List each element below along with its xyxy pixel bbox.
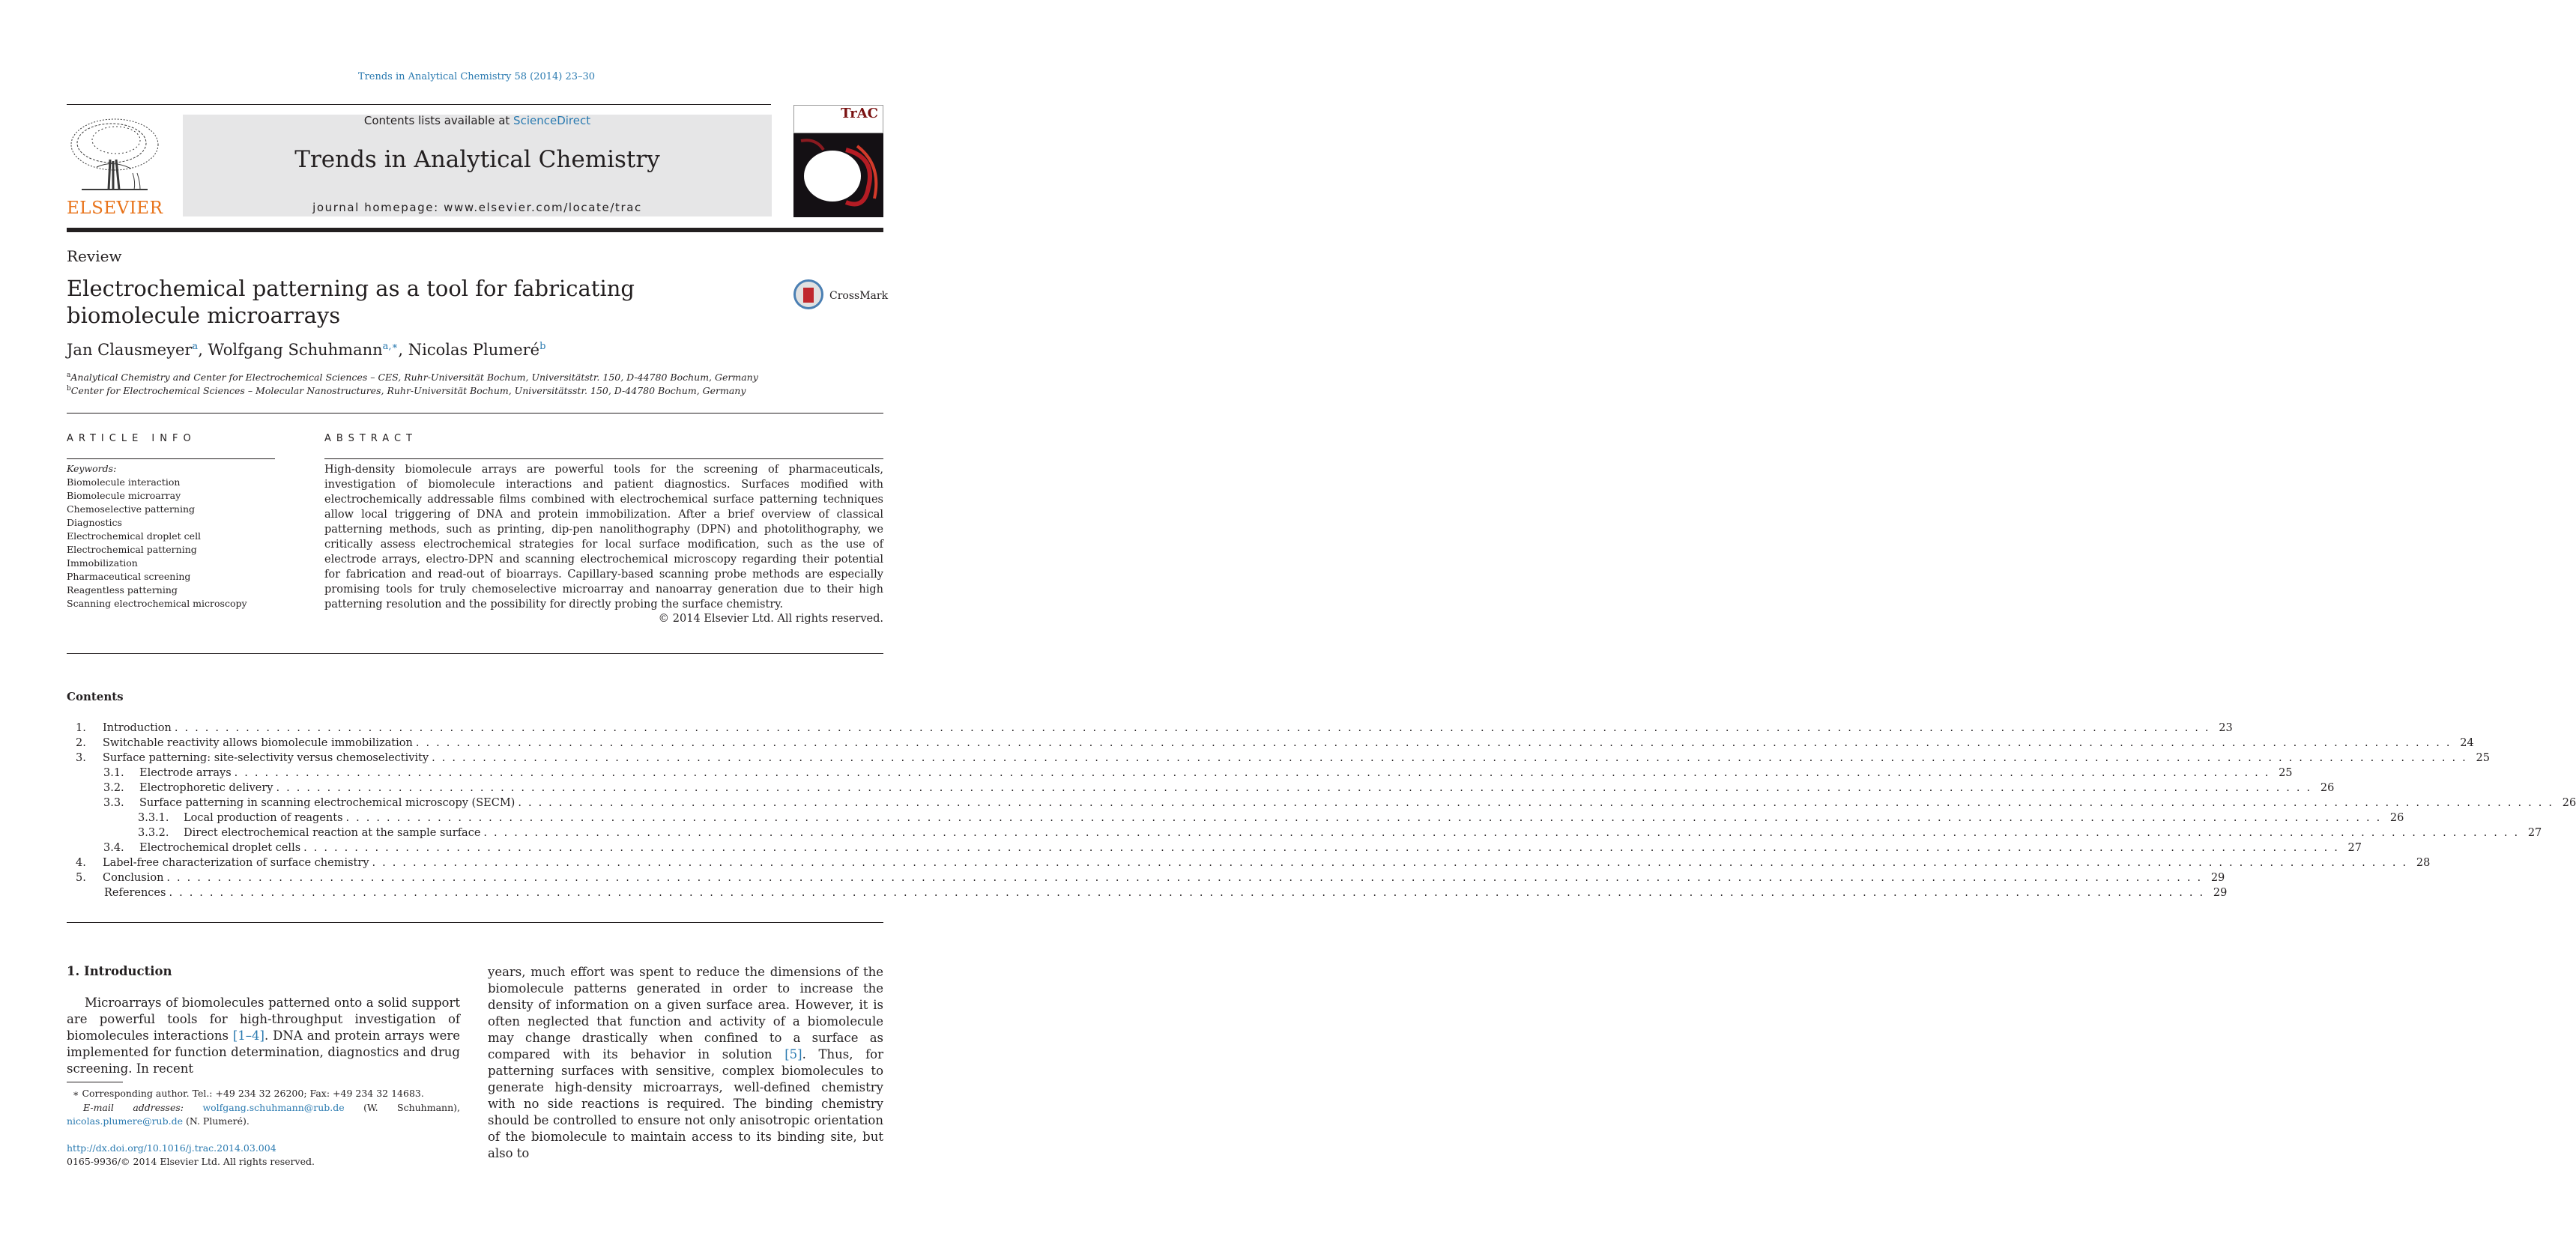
divider: [67, 458, 275, 459]
keyword-item: Immobilization: [67, 557, 138, 569]
toc-entry-page: 28: [2416, 857, 2431, 869]
toc-entry-title: Surface patterning in scanning electrochemical microscopy (SECM): [139, 797, 515, 809]
toc-leader-dots: . . . . . . . . . . . . . . . . . . . . . . . . . . . . . . . . . . . . . . . . . . . . . . . . . . . . . . . . . . . . . . . . . . . . . . . . . . . . . . . . . . . . . . . . . . . . . . . . . . . . . . . . . . . . . . . . . . . . . . . . . . . . . . . . . . . . . . . . . . . . . . . . . . . . . . . . . . . . . . . . . . . . . . . . . . . . . . . . . . . . . . . . . . . . . . . . . . . . . . . .: [174, 722, 2210, 734]
toc-entry-title: References: [104, 887, 166, 899]
header-rule-top: [67, 104, 771, 105]
toc-entry-number: 3.4.: [103, 842, 124, 854]
toc-leader-dots: . . . . . . . . . . . . . . . . . . . . . . . . . . . . . . . . . . . . . . . . . . . . . . . . . . . . . . . . . . . . . . . . . . . . . . . . . . . . . . . . . . . . . . . . . . . . . . . . . . . . . . . . . . . . . . . . . . . . . . . . . . . . . . . . . . . . . . . . . . . . . . . . . . . . . . . . . . . . . . . . . . . . . . . . . . . . . . . . . . . . . . . . . . . . . . . . . . . . . . . .: [169, 887, 2205, 899]
toc-entry[interactable]: [67, 721, 2233, 736]
toc-entry[interactable]: [67, 736, 2474, 751]
toc-entry-title: Local production of reagents: [184, 812, 343, 824]
toc-entry[interactable]: [67, 885, 2228, 900]
divider: [324, 458, 883, 459]
toc-entry[interactable]: [67, 855, 2431, 870]
toc-leader-dots: . . . . . . . . . . . . . . . . . . . . . . . . . . . . . . . . . . . . . . . . . . . . . . . . . . . . . . . . . . . . . . . . . . . . . . . . . . . . . . . . . . . . . . . . . . . . . . . . . . . . . . . . . . . . . . . . . . . . . . . . . . . . . . . . . . . . . . . . . . . . . . . . . . . . . . . . . . . . . . . . . . . . . . . . . . . . . . . . . . . . . . . . . . . . . . . . . . . . . . . .: [345, 812, 2382, 824]
elsevier-logo: [67, 115, 163, 218]
toc-entry-number: 3.3.: [103, 797, 124, 809]
elsevier-tree-icon: [67, 115, 163, 197]
issn-copyright: 0165-9936/© 2014 Elsevier Ltd. All rights reserved.: [67, 1156, 315, 1167]
toc-entry-title: Electrophoretic delivery: [139, 782, 273, 794]
toc-entry-number: 3.2.: [103, 782, 124, 794]
toc-entry-page: 26: [2562, 797, 2576, 809]
journal-cover-image: [793, 105, 883, 217]
toc-entry-page: 27: [2347, 842, 2362, 854]
toc-entry-page: 23: [2219, 722, 2233, 734]
toc-leader-dots: . . . . . . . . . . . . . . . . . . . . . . . . . . . . . . . . . . . . . . . . . . . . . . . . . . . . . . . . . . . . . . . . . . . . . . . . . . . . . . . . . . . . . . . . . . . . . . . . . . . . . . . . . . . . . . . . . . . . . . . . . . . . . . . . . . . . . . . . . . . . . . . . . . . . . . . . . . . . . . . . . . . . . . . . . . . . . . . . . . . . . . . . . . . . . . . . . . . . . . . .: [518, 797, 2554, 809]
email-link[interactable]: nicolas.plumere@rub.de: [67, 1115, 183, 1127]
toc-entry[interactable]: [67, 781, 2335, 796]
section-heading-introduction: 1. Introduction: [67, 964, 172, 978]
keyword-item: Electrochemical patterning: [67, 544, 197, 555]
toc-leader-dots: . . . . . . . . . . . . . . . . . . . . . . . . . . . . . . . . . . . . . . . . . . . . . . . . . . . . . . . . . . . . . . . . . . . . . . . . . . . . . . . . . . . . . . . . . . . . . . . . . . . . . . . . . . . . . . . . . . . . . . . . . . . . . . . . . . . . . . . . . . . . . . . . . . . . . . . . . . . . . . . . . . . . . . . . . . . . . . . . . . . . . . . . . . . . . . . . . . . . . . . .: [483, 827, 2520, 839]
toc-entry-title: Introduction: [103, 722, 172, 734]
toc-entry-number: 1.: [76, 722, 86, 734]
article-title: Electrochemical patterning as a tool for fabricating biomolecule microarrays: [67, 276, 635, 328]
abstract-text: High-density biomolecule arrays are powerful tools for the screening of pharmaceuticals, investigation of biomolecule interactions and patient diagnostics. Surfaces modified with electrochemically addressable films combined with electrochemical surface patterning techniques allow local triggering of DNA and protein immobilization. After a brief overview of classical patterning methods, such as printing, dip-pen nanolithography (DPN) and photolithography, we critically assess electrochemical strategies for local surface modification, such as the use of electrode arrays, electro-DPN and scanning electrochemical microscopy regarding their potential for fabrication and read-out of bioarrays. Capillary-based scanning probe methods are especially promising tools for truly chemoselective microarray and nanoarray generation due to their high patterning resolution and the possibility for directly probing the surface chemistry.: [324, 464, 883, 611]
affiliation-b: $^b$Center for Electrochemical Sciences – Molecular Nanostructures, Ruhr-Universität Bochum, Universitätsstr. 150, D-44780 Bochum, Germany: [67, 385, 746, 397]
reference-link[interactable]: [5]: [784, 1047, 802, 1061]
toc-entry[interactable]: [67, 870, 2225, 885]
toc-entry-number: 4.: [76, 857, 86, 869]
toc-entry-title: Label-free characterization of surface chemistry: [103, 857, 369, 869]
toc-entry[interactable]: [67, 811, 2404, 826]
keyword-item: Diagnostics: [67, 517, 122, 528]
keyword-item: Biomolecule microarray: [67, 490, 181, 501]
author-name: Wolfgang Schuhmann: [208, 341, 383, 359]
author-affiliation-marker[interactable]: a: [192, 341, 199, 352]
affiliation-a: $^a$Analytical Chemistry and Center for Electrochemical Sciences – CES, Ruhr-Universität Bochum, Universitätstr. 150, D-44780 Bochum, Germany: [67, 372, 758, 384]
toc-entry-page: 27: [2527, 827, 2542, 839]
article-type: Review: [67, 247, 122, 265]
toc-leader-dots: . . . . . . . . . . . . . . . . . . . . . . . . . . . . . . . . . . . . . . . . . . . . . . . . . . . . . . . . . . . . . . . . . . . . . . . . . . . . . . . . . . . . . . . . . . . . . . . . . . . . . . . . . . . . . . . . . . . . . . . . . . . . . . . . . . . . . . . . . . . . . . . . . . . . . . . . . . . . . . . . . . . . . . . . . . . . . . . . . . . . . . . . . . . . . . . . . . . . . . . .: [303, 842, 2339, 854]
toc-leader-dots: . . . . . . . . . . . . . . . . . . . . . . . . . . . . . . . . . . . . . . . . . . . . . . . . . . . . . . . . . . . . . . . . . . . . . . . . . . . . . . . . . . . . . . . . . . . . . . . . . . . . . . . . . . . . . . . . . . . . . . . . . . . . . . . . . . . . . . . . . . . . . . . . . . . . . . . . . . . . . . . . . . . . . . . . . . . . . . . . . . . . . . . . . . . . . . . . . . . . . . . .: [234, 767, 2270, 779]
crossmark-badge[interactable]: [793, 279, 889, 312]
footnote-corresponding-author: ∗ Corresponding author. Tel.: +49 234 32 26200; Fax: +49 234 32 14683.: [73, 1088, 424, 1099]
keyword-item: Chemoselective patterning: [67, 503, 196, 515]
reference-link[interactable]: [1–4]: [232, 1029, 264, 1043]
keyword-item: Pharmaceutical screening: [67, 571, 191, 582]
toc-entry-page: 26: [2320, 782, 2335, 794]
toc-entry-page: 26: [2389, 812, 2404, 824]
toc-entry[interactable]: [67, 751, 2490, 766]
toc-entry-title: Switchable reactivity allows biomolecule immobilization: [103, 737, 413, 749]
toc-entry-number: 3.1.: [103, 767, 124, 779]
abstract-copyright: © 2014 Elsevier Ltd. All rights reserved.: [658, 613, 883, 625]
toc-leader-dots: . . . . . . . . . . . . . . . . . . . . . . . . . . . . . . . . . . . . . . . . . . . . . . . . . . . . . . . . . . . . . . . . . . . . . . . . . . . . . . . . . . . . . . . . . . . . . . . . . . . . . . . . . . . . . . . . . . . . . . . . . . . . . . . . . . . . . . . . . . . . . . . . . . . . . . . . . . . . . . . . . . . . . . . . . . . . . . . . . . . . . . . . . . . . . . . . . . . . . . . .: [432, 752, 2467, 764]
toc-entry-page: 25: [2279, 767, 2293, 779]
contents-available-line: [183, 114, 772, 127]
cover-title: TrAC: [841, 106, 878, 121]
toc-entry-number: 3.3.2.: [138, 827, 169, 839]
toc-entry-title: Electrode arrays: [139, 767, 232, 779]
divider: [67, 653, 883, 654]
toc-leader-dots: . . . . . . . . . . . . . . . . . . . . . . . . . . . . . . . . . . . . . . . . . . . . . . . . . . . . . . . . . . . . . . . . . . . . . . . . . . . . . . . . . . . . . . . . . . . . . . . . . . . . . . . . . . . . . . . . . . . . . . . . . . . . . . . . . . . . . . . . . . . . . . . . . . . . . . . . . . . . . . . . . . . . . . . . . . . . . . . . . . . . . . . . . . . . . . . . . . . . . . . .: [415, 737, 2452, 749]
keyword-list: [67, 476, 247, 611]
abstract-heading: ABSTRACT: [324, 433, 417, 444]
footnote-emails: E-mail addresses: wolfgang.schuhmann@rub.de (W. Schuhmann), nicolas.plumere@rub.de (N. Plumeré).: [67, 1102, 460, 1127]
keyword-item: Scanning electrochemical microscopy: [67, 598, 247, 609]
article-info-heading: ARTICLE INFO: [67, 433, 196, 444]
header-rule-bottom: [67, 228, 883, 232]
toc-entry-number: 2.: [76, 737, 86, 749]
sciencedirect-link[interactable]: ScienceDirect: [513, 114, 591, 127]
contents-heading: Contents: [67, 690, 124, 703]
toc-entry-number: 5.: [76, 872, 86, 884]
toc-entry[interactable]: [67, 796, 2576, 811]
body-paragraph-left: Microarrays of biomolecules patterned onto a solid support are powerful tools for high-throughput investigation of biomolecules interactions [1–4]. DNA and protein arrays were implemented for function determination, diagnostics and drug screening. In recent: [67, 996, 460, 1076]
toc-entry-title: Surface patterning: site-selectivity versus chemoselectivity: [103, 752, 429, 764]
contents-prefix: Contents lists available at: [363, 114, 514, 127]
toc-entry[interactable]: [67, 766, 2293, 781]
email-link[interactable]: wolfgang.schuhmann@rub.de: [202, 1102, 345, 1113]
journal-homepage[interactable]: journal homepage: www.elsevier.com/locate/trac: [312, 201, 642, 214]
toc-entry-page: 29: [2210, 872, 2225, 884]
doi-link[interactable]: http://dx.doi.org/10.1016/j.trac.2014.03.004: [67, 1142, 276, 1154]
journal-banner: [183, 115, 772, 216]
journal-citation-link[interactable]: Trends in Analytical Chemistry 58 (2014) 23–30: [357, 71, 596, 82]
toc-entry-page: 24: [2460, 737, 2474, 749]
crossmark-icon: [793, 279, 823, 309]
author-list: Jan Clausmeyer$^a$, Wolfgang Schuhmann$^{a,∗}$, Nicolas Plumeré$^b$: [67, 341, 546, 359]
toc-entry-page: 29: [2213, 887, 2228, 899]
author-affiliation-marker[interactable]: b: [539, 341, 546, 352]
toc-entry[interactable]: [67, 840, 2362, 855]
toc-leader-dots: . . . . . . . . . . . . . . . . . . . . . . . . . . . . . . . . . . . . . . . . . . . . . . . . . . . . . . . . . . . . . . . . . . . . . . . . . . . . . . . . . . . . . . . . . . . . . . . . . . . . . . . . . . . . . . . . . . . . . . . . . . . . . . . . . . . . . . . . . . . . . . . . . . . . . . . . . . . . . . . . . . . . . . . . . . . . . . . . . . . . . . . . . . . . . . . . . . . . . . . .: [166, 872, 2203, 884]
journal-name: Trends in Analytical Chemistry: [294, 146, 660, 173]
toc-entry-number: 3.: [76, 752, 86, 764]
keywords-label: Keywords:: [67, 463, 117, 474]
keyword-item: Biomolecule interaction: [67, 476, 181, 488]
table-of-contents: [67, 721, 2576, 900]
toc-entry[interactable]: [67, 826, 2542, 840]
elsevier-wordmark: ELSEVIER: [67, 199, 163, 218]
toc-entry-title: Direct electrochemical reaction at the sample surface: [184, 827, 481, 839]
body-paragraph-right: years, much effort was spent to reduce the dimensions of the biomolecule patterns generated in order to increase the density of information on a given surface area. However, it is often neglected that function and activity of a biomolecule may change drastically when confined to a surface as compared with its behavior in solution [5]. Thus, for patterning surfaces with sensitive, complex biomolecules to generate high-density microarrays, well-defined chemistry with no side reactions is required. The binding chemistry should be controlled to ensure not only anisotropic orientation of the biomolecule to maintain access to its binding site, but also to: [488, 965, 884, 1160]
divider: [67, 922, 883, 923]
toc-entry-page: 25: [2476, 752, 2490, 764]
toc-leader-dots: . . . . . . . . . . . . . . . . . . . . . . . . . . . . . . . . . . . . . . . . . . . . . . . . . . . . . . . . . . . . . . . . . . . . . . . . . . . . . . . . . . . . . . . . . . . . . . . . . . . . . . . . . . . . . . . . . . . . . . . . . . . . . . . . . . . . . . . . . . . . . . . . . . . . . . . . . . . . . . . . . . . . . . . . . . . . . . . . . . . . . . . . . . . . . . . . . . . . . . . .: [372, 857, 2408, 869]
keyword-item: Electrochemical droplet cell: [67, 530, 202, 542]
toc-leader-dots: . . . . . . . . . . . . . . . . . . . . . . . . . . . . . . . . . . . . . . . . . . . . . . . . . . . . . . . . . . . . . . . . . . . . . . . . . . . . . . . . . . . . . . . . . . . . . . . . . . . . . . . . . . . . . . . . . . . . . . . . . . . . . . . . . . . . . . . . . . . . . . . . . . . . . . . . . . . . . . . . . . . . . . . . . . . . . . . . . . . . . . . . . . . . . . . . . . . . . . . .: [276, 782, 2312, 794]
author-affiliation-marker[interactable]: a,∗: [382, 341, 399, 352]
keyword-item: Reagentless patterning: [67, 584, 178, 596]
toc-entry-number: 3.3.1.: [138, 812, 169, 824]
author-name: Jan Clausmeyer: [67, 341, 193, 359]
author-name: Nicolas Plumeré: [408, 341, 540, 359]
toc-entry-title: Electrochemical droplet cells: [139, 842, 301, 854]
toc-entry-title: Conclusion: [103, 872, 164, 884]
cover-art-icon: [793, 105, 883, 217]
crossmark-label: CrossMark: [829, 290, 889, 302]
